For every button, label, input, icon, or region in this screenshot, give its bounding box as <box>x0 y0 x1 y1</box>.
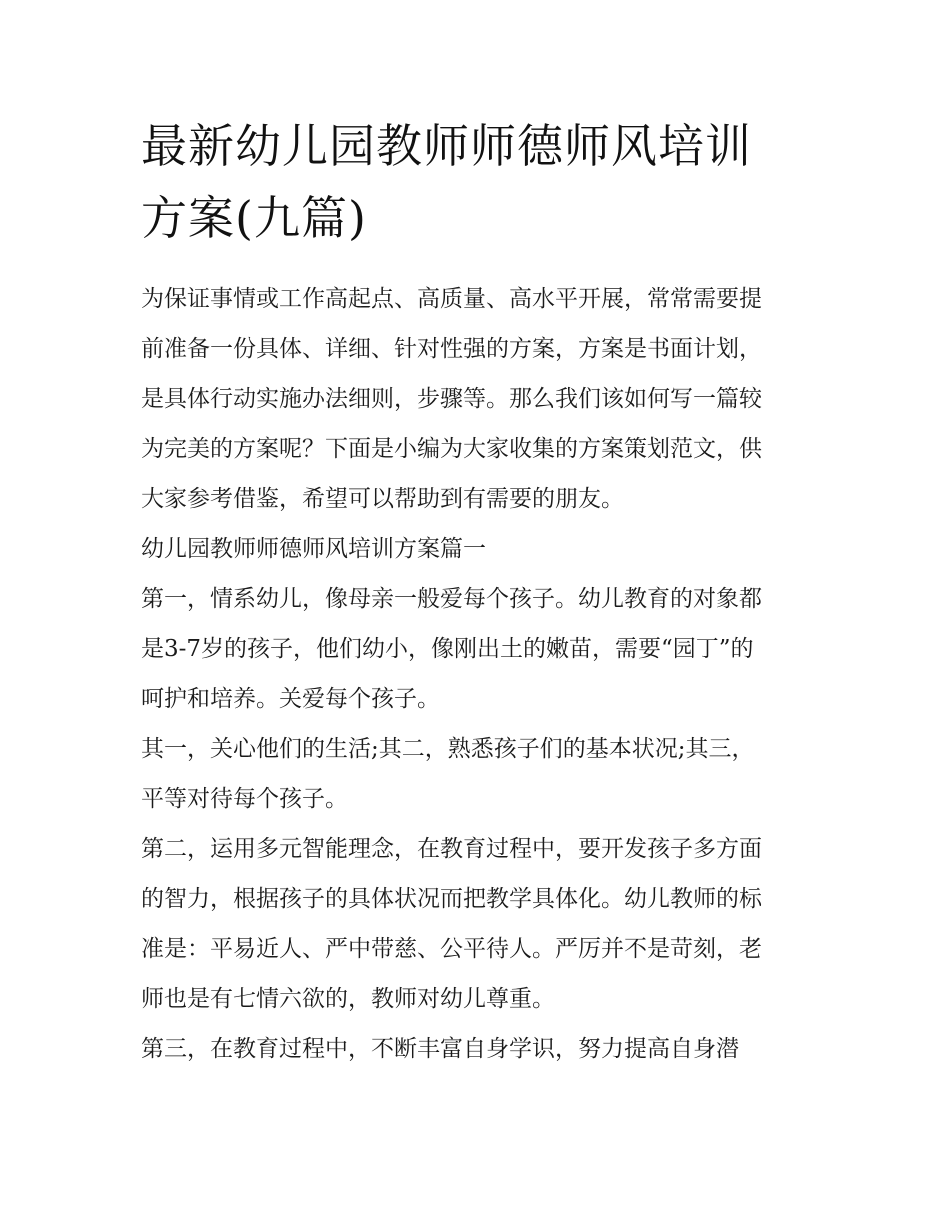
body-paragraph-4 <box>141 1024 813 1074</box>
body-paragraph-2 <box>141 724 813 824</box>
document-page <box>141 110 813 1074</box>
paragraph-line: 第一，情系幼儿，像母亲一般爱每个孩子。幼儿教育的对象都 <box>141 586 762 612</box>
intro-line: 是具体行动实施办法细则，步骤等。那么我们该如何写一篇较 <box>141 386 762 412</box>
paragraph-line: 平等对待每个孩子。 <box>141 786 348 812</box>
paragraph-line: 是3-7岁的孩子，他们幼小，像刚出土的嫩苗，需要“园丁”的 <box>141 636 754 662</box>
title-line: 最新幼儿园教师师德师风培训 <box>141 119 752 173</box>
intro-line: 大家参考借鉴，希望可以帮助到有需要的朋友。 <box>141 486 624 512</box>
intro-paragraph <box>141 274 813 524</box>
intro-line: 前准备一份具体、详细、针对性强的方案，方案是书面计划， <box>141 336 762 362</box>
document-title <box>141 110 813 254</box>
paragraph-line: 师也是有七情六欲的，教师对幼儿尊重。 <box>141 986 555 1012</box>
paragraph-line: 呵护和培养。关爱每个孩子。 <box>141 686 440 712</box>
paragraph-line: 其一，关心他们的生活;其二，熟悉孩子们的基本状况;其三， <box>141 736 755 762</box>
paragraph-line: 第二，运用多元智能理念，在教育过程中，要开发孩子多方面 <box>141 836 762 862</box>
paragraph-line: 第三，在教育过程中，不断丰富自身学识，努力提高自身潜 <box>141 1036 739 1062</box>
body-paragraph-1 <box>141 574 813 724</box>
paragraph-line: 准是：平易近人、严中带慈、公平待人。严厉并不是苛刻，老 <box>141 936 762 962</box>
section-heading: 幼儿园教师师德师风培训方案篇一 <box>141 536 486 562</box>
body-paragraph-3 <box>141 824 813 1024</box>
intro-line: 为保证事情或工作高起点、高质量、高水平开展，常常需要提 <box>141 286 762 312</box>
intro-line: 为完美的方案呢？下面是小编为大家收集的方案策划范文，供 <box>141 436 762 462</box>
paragraph-line: 的智力，根据孩子的具体状况而把教学具体化。幼儿教师的标 <box>141 886 762 912</box>
title-line: 方案(九篇) <box>141 191 367 245</box>
